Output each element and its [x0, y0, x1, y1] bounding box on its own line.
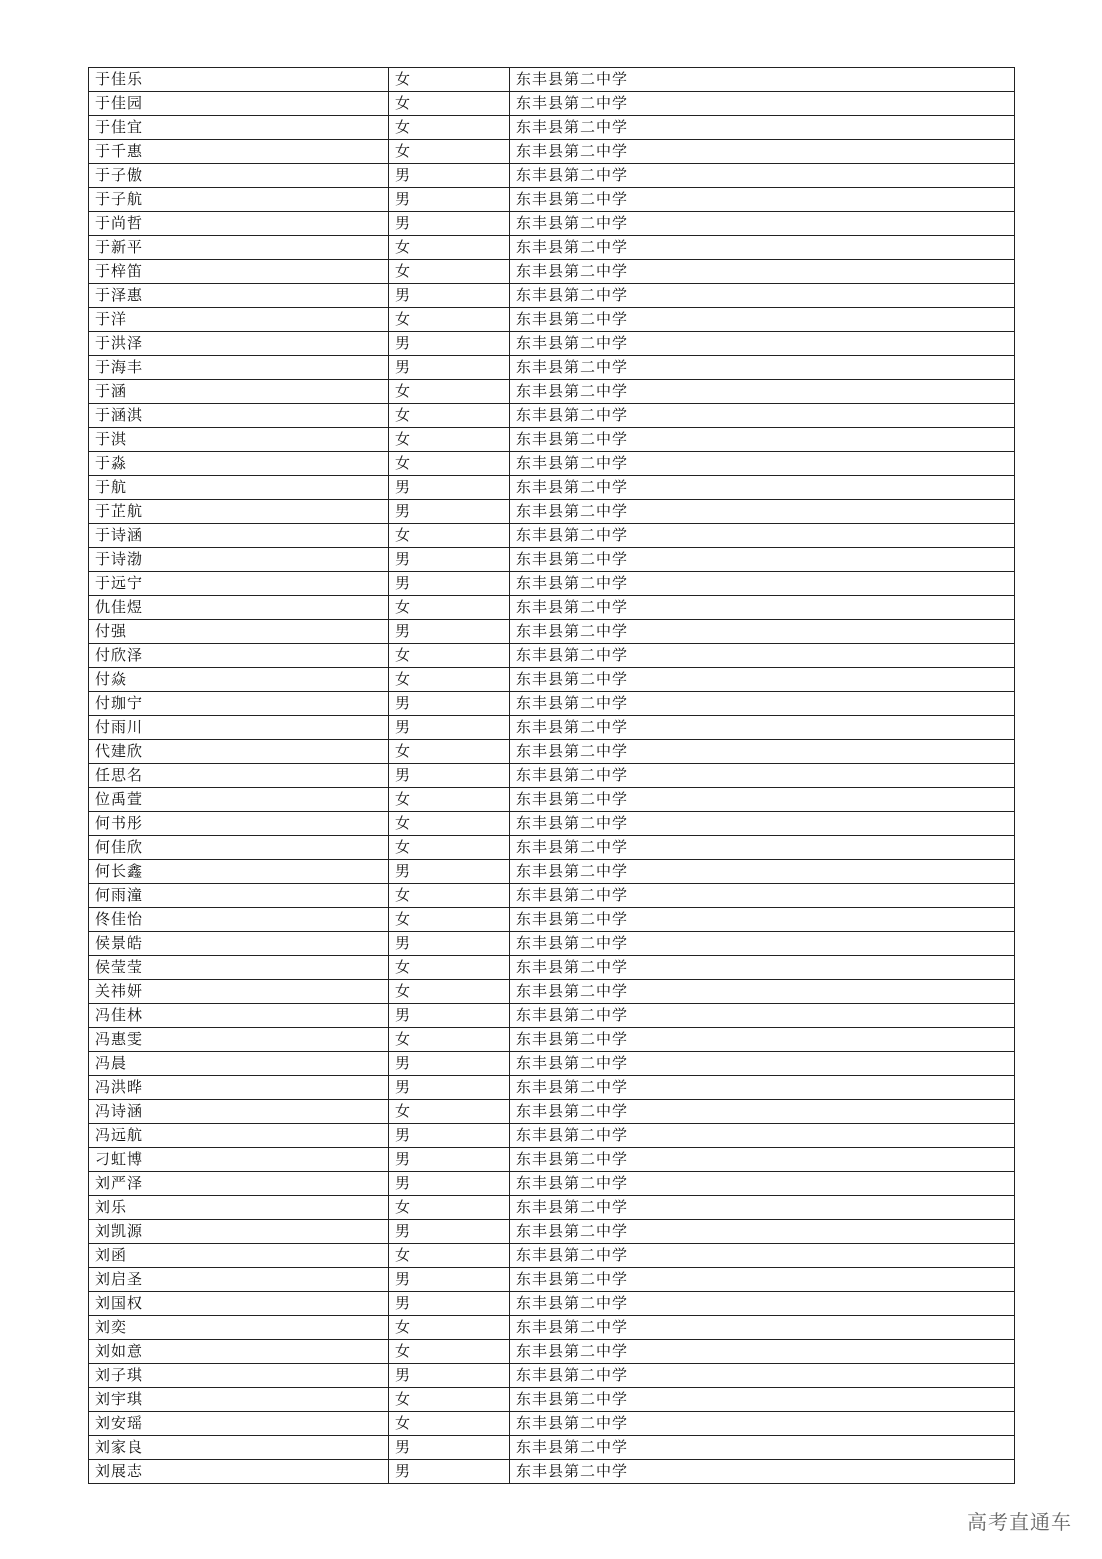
school-cell: 东丰县第二中学	[510, 1460, 1015, 1484]
gender-cell: 女	[389, 92, 510, 116]
school-cell: 东丰县第二中学	[510, 140, 1015, 164]
school-cell: 东丰县第二中学	[510, 164, 1015, 188]
gender-cell: 女	[389, 404, 510, 428]
student-name-cell: 冯惠雯	[89, 1028, 389, 1052]
school-cell: 东丰县第二中学	[510, 452, 1015, 476]
gender-cell: 女	[389, 1316, 510, 1340]
student-name-cell: 刘子琪	[89, 1364, 389, 1388]
student-name-cell: 于尚哲	[89, 212, 389, 236]
gender-cell: 男	[389, 1004, 510, 1028]
table-row	[89, 692, 1015, 716]
school-cell: 东丰县第二中学	[510, 1076, 1015, 1100]
gender-cell: 男	[389, 284, 510, 308]
table-row	[89, 644, 1015, 668]
school-cell: 东丰县第二中学	[510, 212, 1015, 236]
gender-cell: 女	[389, 524, 510, 548]
gender-cell: 男	[389, 188, 510, 212]
table-row	[89, 380, 1015, 404]
gender-cell: 女	[389, 116, 510, 140]
gender-cell: 女	[389, 380, 510, 404]
gender-cell: 男	[389, 716, 510, 740]
school-cell: 东丰县第二中学	[510, 1100, 1015, 1124]
school-cell: 东丰县第二中学	[510, 644, 1015, 668]
school-cell: 东丰县第二中学	[510, 884, 1015, 908]
table-row	[89, 548, 1015, 572]
student-name-cell: 于子航	[89, 188, 389, 212]
table-row	[89, 1388, 1015, 1412]
student-name-cell: 于洪泽	[89, 332, 389, 356]
table-row	[89, 668, 1015, 692]
table-row	[89, 764, 1015, 788]
table-row	[89, 572, 1015, 596]
table-row	[89, 908, 1015, 932]
gender-cell: 女	[389, 644, 510, 668]
school-cell: 东丰县第二中学	[510, 1148, 1015, 1172]
student-name-cell: 于梓笛	[89, 260, 389, 284]
gender-cell: 女	[389, 956, 510, 980]
gender-cell: 女	[389, 836, 510, 860]
student-name-cell: 于淇	[89, 428, 389, 452]
table-row	[89, 92, 1015, 116]
table-row	[89, 788, 1015, 812]
school-cell: 东丰县第二中学	[510, 68, 1015, 92]
student-name-cell: 刘安瑶	[89, 1412, 389, 1436]
student-name-cell: 付强	[89, 620, 389, 644]
table-row	[89, 260, 1015, 284]
table-row	[89, 1436, 1015, 1460]
gender-cell: 女	[389, 1100, 510, 1124]
gender-cell: 女	[389, 980, 510, 1004]
gender-cell: 男	[389, 572, 510, 596]
table-row	[89, 1004, 1015, 1028]
gender-cell: 女	[389, 908, 510, 932]
student-name-cell: 刘展志	[89, 1460, 389, 1484]
school-cell: 东丰县第二中学	[510, 572, 1015, 596]
school-cell: 东丰县第二中学	[510, 188, 1015, 212]
gender-cell: 男	[389, 212, 510, 236]
school-cell: 东丰县第二中学	[510, 308, 1015, 332]
gender-cell: 男	[389, 1460, 510, 1484]
student-name-cell: 刘宇琪	[89, 1388, 389, 1412]
table-row	[89, 980, 1015, 1004]
gender-cell: 女	[389, 812, 510, 836]
gender-cell: 女	[389, 596, 510, 620]
gender-cell: 女	[389, 1028, 510, 1052]
gender-cell: 女	[389, 668, 510, 692]
table-row	[89, 812, 1015, 836]
table-row	[89, 1052, 1015, 1076]
table-row	[89, 716, 1015, 740]
table-row	[89, 1268, 1015, 1292]
table-row	[89, 188, 1015, 212]
school-cell: 东丰县第二中学	[510, 1004, 1015, 1028]
school-cell: 东丰县第二中学	[510, 908, 1015, 932]
school-cell: 东丰县第二中学	[510, 596, 1015, 620]
school-cell: 东丰县第二中学	[510, 404, 1015, 428]
school-cell: 东丰县第二中学	[510, 1172, 1015, 1196]
gender-cell: 男	[389, 356, 510, 380]
student-name-cell: 冯晨	[89, 1052, 389, 1076]
gender-cell: 男	[389, 1292, 510, 1316]
school-cell: 东丰县第二中学	[510, 1220, 1015, 1244]
table-row	[89, 524, 1015, 548]
school-cell: 东丰县第二中学	[510, 1268, 1015, 1292]
school-cell: 东丰县第二中学	[510, 380, 1015, 404]
student-name-cell: 刘启圣	[89, 1268, 389, 1292]
table-row	[89, 1412, 1015, 1436]
school-cell: 东丰县第二中学	[510, 836, 1015, 860]
student-name-cell: 于新平	[89, 236, 389, 260]
student-name-cell: 何雨潼	[89, 884, 389, 908]
table-row	[89, 1172, 1015, 1196]
school-cell: 东丰县第二中学	[510, 92, 1015, 116]
school-cell: 东丰县第二中学	[510, 548, 1015, 572]
gender-cell: 男	[389, 764, 510, 788]
table-row	[89, 860, 1015, 884]
school-cell: 东丰县第二中学	[510, 932, 1015, 956]
table-row	[89, 1124, 1015, 1148]
school-cell: 东丰县第二中学	[510, 356, 1015, 380]
school-cell: 东丰县第二中学	[510, 260, 1015, 284]
school-cell: 东丰县第二中学	[510, 236, 1015, 260]
school-cell: 东丰县第二中学	[510, 668, 1015, 692]
student-name-cell: 于佳宜	[89, 116, 389, 140]
student-name-cell: 于诗渤	[89, 548, 389, 572]
gender-cell: 女	[389, 1340, 510, 1364]
gender-cell: 女	[389, 452, 510, 476]
table-row	[89, 1028, 1015, 1052]
student-name-cell: 代建欣	[89, 740, 389, 764]
table-row	[89, 404, 1015, 428]
gender-cell: 男	[389, 1052, 510, 1076]
school-cell: 东丰县第二中学	[510, 692, 1015, 716]
gender-cell: 男	[389, 1436, 510, 1460]
student-name-cell: 于涵淇	[89, 404, 389, 428]
school-cell: 东丰县第二中学	[510, 1124, 1015, 1148]
gender-cell: 男	[389, 1172, 510, 1196]
table-row	[89, 1292, 1015, 1316]
student-name-cell: 何长鑫	[89, 860, 389, 884]
gender-cell: 女	[389, 884, 510, 908]
student-name-cell: 侯景皓	[89, 932, 389, 956]
table-row	[89, 956, 1015, 980]
student-table	[88, 67, 1015, 1484]
table-row	[89, 68, 1015, 92]
table-row	[89, 308, 1015, 332]
student-name-cell: 刁虹博	[89, 1148, 389, 1172]
school-cell: 东丰县第二中学	[510, 500, 1015, 524]
table-row	[89, 284, 1015, 308]
table-row	[89, 932, 1015, 956]
table-row	[89, 1460, 1015, 1484]
student-name-cell: 于涵	[89, 380, 389, 404]
table-row	[89, 140, 1015, 164]
student-name-cell: 于远宁	[89, 572, 389, 596]
student-name-cell: 刘奕	[89, 1316, 389, 1340]
student-name-cell: 付焱	[89, 668, 389, 692]
school-cell: 东丰县第二中学	[510, 812, 1015, 836]
table-row	[89, 1196, 1015, 1220]
student-name-cell: 仇佳煜	[89, 596, 389, 620]
student-name-cell: 刘国权	[89, 1292, 389, 1316]
student-name-cell: 于洋	[89, 308, 389, 332]
student-name-cell: 刘凯源	[89, 1220, 389, 1244]
gender-cell: 女	[389, 1196, 510, 1220]
school-cell: 东丰县第二中学	[510, 1340, 1015, 1364]
table-row	[89, 212, 1015, 236]
table-row	[89, 428, 1015, 452]
gender-cell: 女	[389, 428, 510, 452]
student-name-cell: 于航	[89, 476, 389, 500]
gender-cell: 男	[389, 1364, 510, 1388]
table-row	[89, 884, 1015, 908]
student-name-cell: 位禹萱	[89, 788, 389, 812]
table-row	[89, 596, 1015, 620]
school-cell: 东丰县第二中学	[510, 1412, 1015, 1436]
student-name-cell: 付雨川	[89, 716, 389, 740]
school-cell: 东丰县第二中学	[510, 1196, 1015, 1220]
student-name-cell: 佟佳怡	[89, 908, 389, 932]
table-row	[89, 620, 1015, 644]
school-cell: 东丰县第二中学	[510, 1052, 1015, 1076]
student-name-cell: 刘家良	[89, 1436, 389, 1460]
student-name-cell: 冯远航	[89, 1124, 389, 1148]
gender-cell: 女	[389, 308, 510, 332]
student-name-cell: 于泽惠	[89, 284, 389, 308]
gender-cell: 男	[389, 476, 510, 500]
student-name-cell: 于淼	[89, 452, 389, 476]
student-name-cell: 于芷航	[89, 500, 389, 524]
gender-cell: 男	[389, 164, 510, 188]
school-cell: 东丰县第二中学	[510, 428, 1015, 452]
gender-cell: 男	[389, 860, 510, 884]
watermark: 高考直通车	[967, 1510, 1072, 1534]
student-name-cell: 关祎妍	[89, 980, 389, 1004]
student-name-cell: 侯莹莹	[89, 956, 389, 980]
gender-cell: 女	[389, 260, 510, 284]
school-cell: 东丰县第二中学	[510, 1316, 1015, 1340]
school-cell: 东丰县第二中学	[510, 284, 1015, 308]
student-name-cell: 于佳乐	[89, 68, 389, 92]
gender-cell: 男	[389, 932, 510, 956]
school-cell: 东丰县第二中学	[510, 764, 1015, 788]
school-cell: 东丰县第二中学	[510, 1388, 1015, 1412]
school-cell: 东丰县第二中学	[510, 1436, 1015, 1460]
roster-sheet	[88, 67, 1014, 1484]
school-cell: 东丰县第二中学	[510, 1244, 1015, 1268]
table-row	[89, 1364, 1015, 1388]
gender-cell: 男	[389, 1268, 510, 1292]
table-row	[89, 1220, 1015, 1244]
school-cell: 东丰县第二中学	[510, 980, 1015, 1004]
school-cell: 东丰县第二中学	[510, 476, 1015, 500]
school-cell: 东丰县第二中学	[510, 740, 1015, 764]
gender-cell: 女	[389, 1412, 510, 1436]
table-row	[89, 116, 1015, 140]
table-row	[89, 332, 1015, 356]
student-name-cell: 冯洪晔	[89, 1076, 389, 1100]
table-row	[89, 452, 1015, 476]
gender-cell: 男	[389, 692, 510, 716]
table-row	[89, 1316, 1015, 1340]
student-name-cell: 于海丰	[89, 356, 389, 380]
table-row	[89, 236, 1015, 260]
student-name-cell: 付欣泽	[89, 644, 389, 668]
gender-cell: 男	[389, 1124, 510, 1148]
student-name-cell: 冯诗涵	[89, 1100, 389, 1124]
student-name-cell: 于佳园	[89, 92, 389, 116]
gender-cell: 男	[389, 1148, 510, 1172]
school-cell: 东丰县第二中学	[510, 788, 1015, 812]
gender-cell: 男	[389, 500, 510, 524]
student-name-cell: 何佳欣	[89, 836, 389, 860]
student-name-cell: 刘严泽	[89, 1172, 389, 1196]
student-name-cell: 付珈宁	[89, 692, 389, 716]
school-cell: 东丰县第二中学	[510, 116, 1015, 140]
school-cell: 东丰县第二中学	[510, 1028, 1015, 1052]
student-name-cell: 于诗涵	[89, 524, 389, 548]
gender-cell: 女	[389, 1388, 510, 1412]
student-name-cell: 刘函	[89, 1244, 389, 1268]
gender-cell: 男	[389, 620, 510, 644]
gender-cell: 女	[389, 140, 510, 164]
gender-cell: 女	[389, 788, 510, 812]
table-row	[89, 1148, 1015, 1172]
student-name-cell: 冯佳林	[89, 1004, 389, 1028]
table-row	[89, 1340, 1015, 1364]
table-row	[89, 836, 1015, 860]
school-cell: 东丰县第二中学	[510, 1292, 1015, 1316]
student-table-body	[89, 68, 1015, 1484]
school-cell: 东丰县第二中学	[510, 620, 1015, 644]
table-row	[89, 1076, 1015, 1100]
school-cell: 东丰县第二中学	[510, 716, 1015, 740]
gender-cell: 男	[389, 548, 510, 572]
gender-cell: 女	[389, 1244, 510, 1268]
table-row	[89, 500, 1015, 524]
student-name-cell: 刘乐	[89, 1196, 389, 1220]
student-name-cell: 何书彤	[89, 812, 389, 836]
gender-cell: 男	[389, 332, 510, 356]
table-row	[89, 740, 1015, 764]
gender-cell: 男	[389, 1220, 510, 1244]
school-cell: 东丰县第二中学	[510, 332, 1015, 356]
table-row	[89, 1244, 1015, 1268]
school-cell: 东丰县第二中学	[510, 956, 1015, 980]
student-name-cell: 于子傲	[89, 164, 389, 188]
school-cell: 东丰县第二中学	[510, 524, 1015, 548]
gender-cell: 女	[389, 740, 510, 764]
table-row	[89, 356, 1015, 380]
table-row	[89, 1100, 1015, 1124]
gender-cell: 男	[389, 1076, 510, 1100]
school-cell: 东丰县第二中学	[510, 860, 1015, 884]
student-name-cell: 于千惠	[89, 140, 389, 164]
table-row	[89, 476, 1015, 500]
student-name-cell: 任思名	[89, 764, 389, 788]
gender-cell: 女	[389, 236, 510, 260]
gender-cell: 女	[389, 68, 510, 92]
student-name-cell: 刘如意	[89, 1340, 389, 1364]
school-cell: 东丰县第二中学	[510, 1364, 1015, 1388]
table-row	[89, 164, 1015, 188]
